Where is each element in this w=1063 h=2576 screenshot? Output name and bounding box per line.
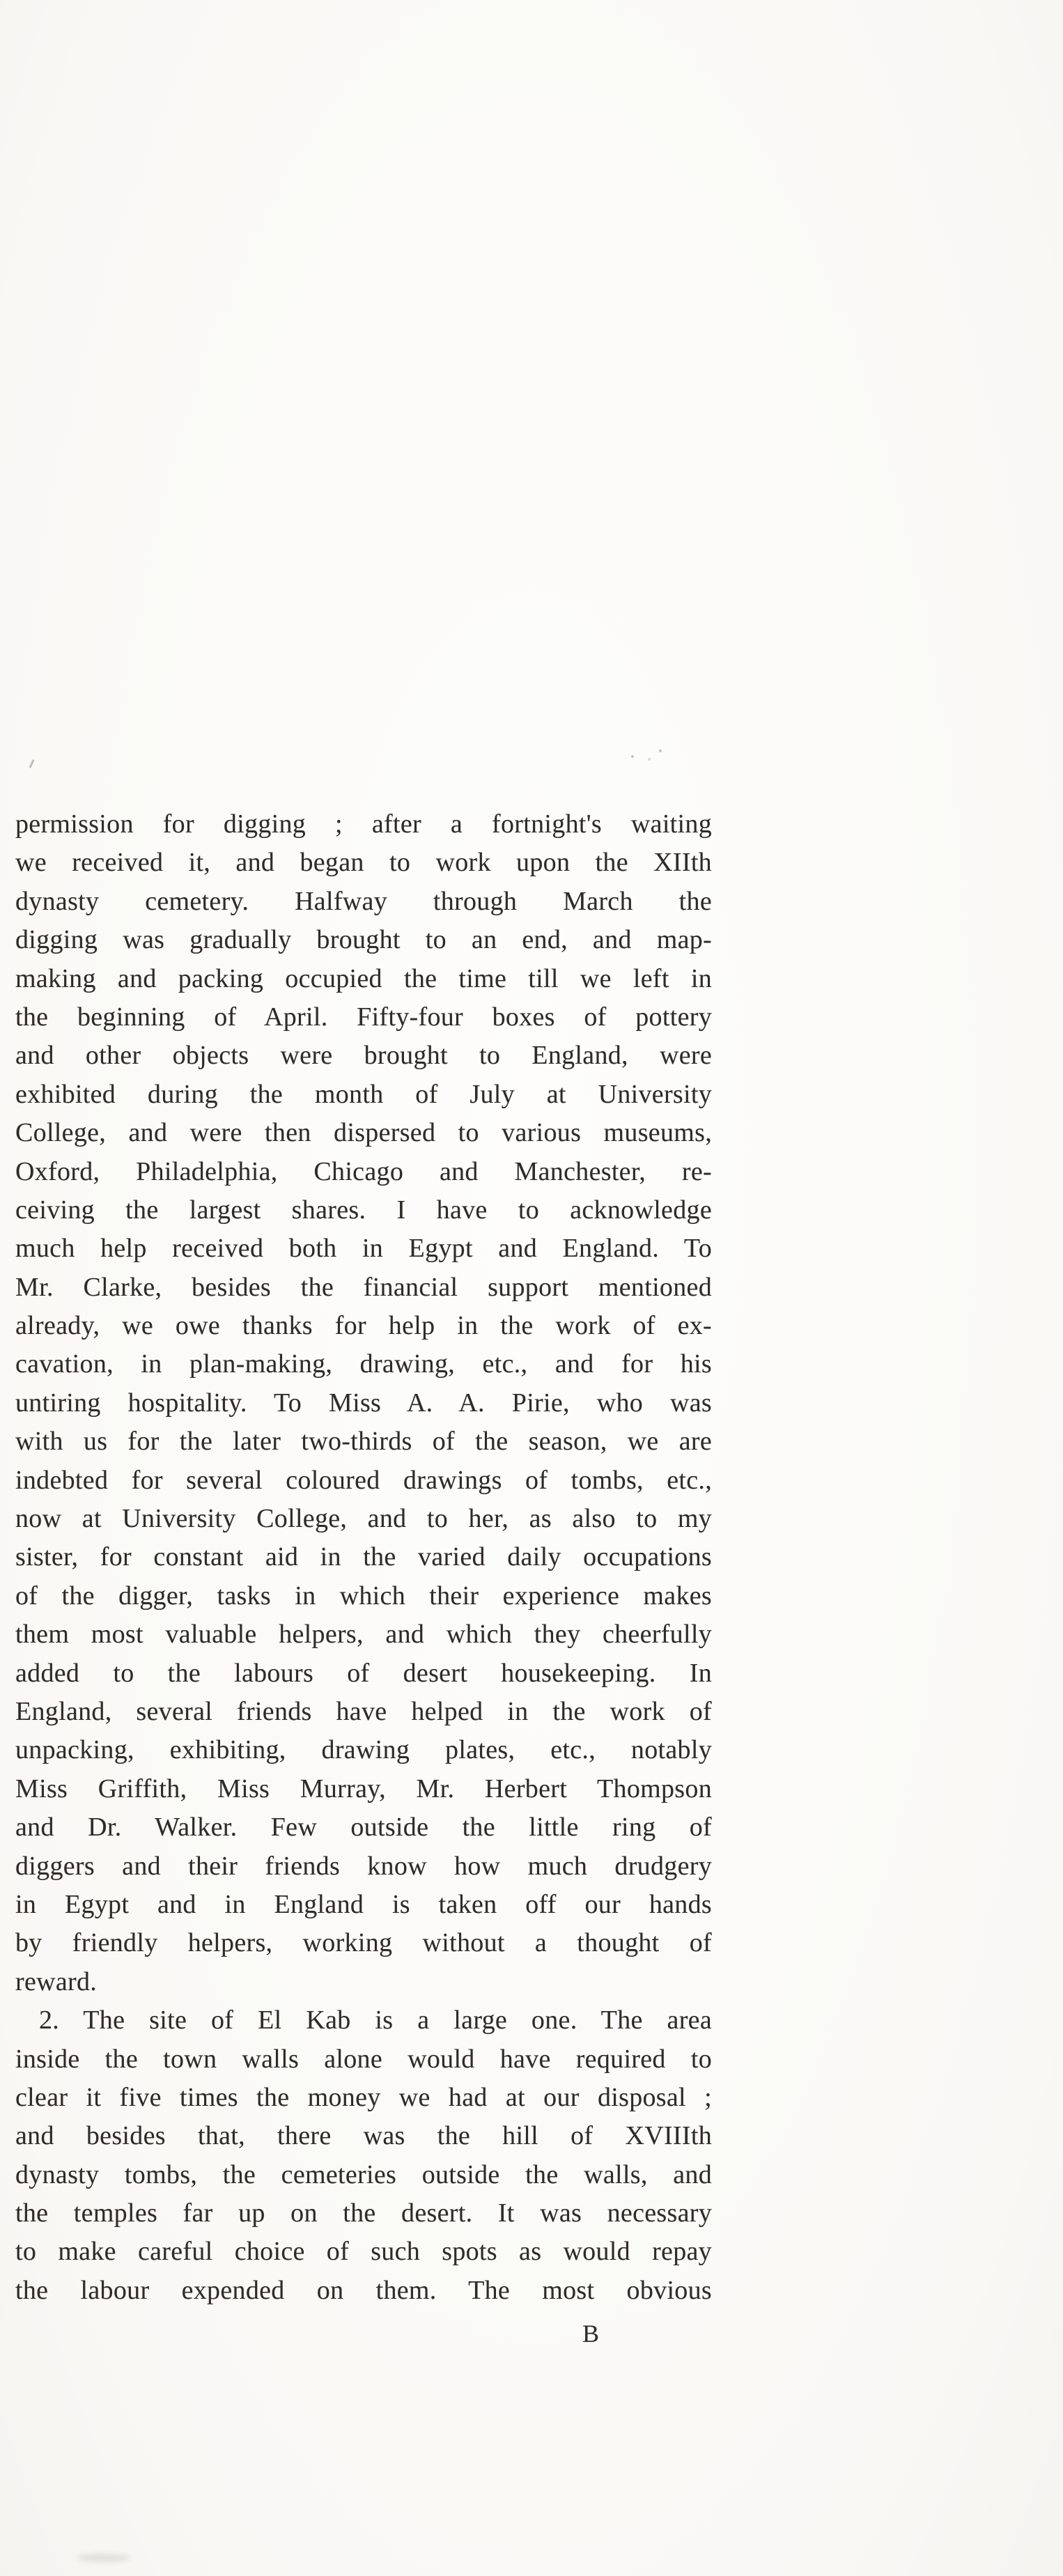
text-line: by friendly helpers, working without a thought of [15, 1928, 712, 1958]
text-line: the beginning of April. Fifty-four boxes of pottery [15, 1002, 712, 1032]
text-line: Oxford, Philadelphia, Chicago and Manchester, re- [15, 1156, 712, 1186]
text-line: the labour expended on them. The most obvious [15, 2275, 712, 2305]
signature-mark: B [582, 2320, 600, 2348]
text-line: unpacking, exhibiting, drawing plates, etc., notably [15, 1735, 712, 1765]
text-line: 2. The site of El Kab is a large one. The area [39, 2005, 712, 2035]
text-line: now at University College, and to her, as also to my [15, 1504, 712, 1534]
text-line: of the digger, tasks in which their experience makes [15, 1581, 712, 1611]
text-line: untiring hospitality. To Miss A. A. Pirie, who was [15, 1388, 712, 1418]
text-line: we received it, and began to work upon the XIIth [15, 848, 712, 878]
text-line: Mr. Clarke, besides the financial support mentioned [15, 1272, 712, 1302]
text-line: ceiving the largest shares. I have to acknowledge [15, 1195, 712, 1225]
text-line: and besides that, there was the hill of XVIIIth [15, 2121, 712, 2151]
text-line: dynasty tombs, the cemeteries outside the walls, and [15, 2159, 712, 2189]
text-line: added to the labours of desert housekeeping. In [15, 1658, 712, 1688]
scan-artifact-smudge [77, 2554, 131, 2562]
text-line: to make careful choice of such spots as would repay [15, 2237, 712, 2267]
text-line: permission for digging ; after a fortnight's waiting [15, 809, 712, 839]
text-line: cavation, in plan-making, drawing, etc., and for his [15, 1349, 712, 1379]
text-line: England, several friends have helped in the work of [15, 1696, 712, 1726]
text-line: making and packing occupied the time till we left in [15, 963, 712, 993]
text-line: digging was gradually brought to an end, and map- [15, 925, 712, 955]
text-line: in Egypt and in England is taken off our hands [15, 1889, 712, 1919]
text-line: indebted for several coloured drawings of tombs, etc., [15, 1465, 712, 1495]
text-line: and Dr. Walker. Few outside the little ring of [15, 1813, 712, 1842]
text-line: much help received both in Egypt and England. To [15, 1234, 712, 1264]
text-line: College, and were then dispersed to various museums, [15, 1118, 712, 1148]
text-line: exhibited during the month of July at University [15, 1079, 712, 1109]
scan-artifact-tick [29, 759, 34, 768]
scan-artifact-dot [631, 755, 634, 758]
text-line: inside the town walls alone would have required to [15, 2044, 712, 2074]
text-line: and other objects were brought to England, were [15, 1041, 712, 1071]
text-line: with us for the later two-thirds of the season, we are [15, 1427, 712, 1457]
text-line: dynasty cemetery. Halfway through March the [15, 886, 712, 916]
scan-artifact-dot [648, 758, 651, 761]
scan-artifact-dot [659, 750, 662, 752]
text-line: them most valuable helpers, and which they cheerfully [15, 1620, 712, 1650]
text-line: reward. [15, 1966, 98, 1996]
text-line: diggers and their friends know how much drudgery [15, 1851, 712, 1881]
text-line: Miss Griffith, Miss Murray, Mr. Herbert Thompson [15, 1774, 712, 1803]
body-text-block [15, 805, 712, 2310]
text-line: already, we owe thanks for help in the work of ex- [15, 1311, 712, 1341]
text-line: clear it five times the money we had at our disposal ; [15, 2082, 712, 2112]
text-line: the temples far up on the desert. It was necessary [15, 2198, 712, 2228]
text-line: sister, for constant aid in the varied daily occupations [15, 1542, 712, 1572]
